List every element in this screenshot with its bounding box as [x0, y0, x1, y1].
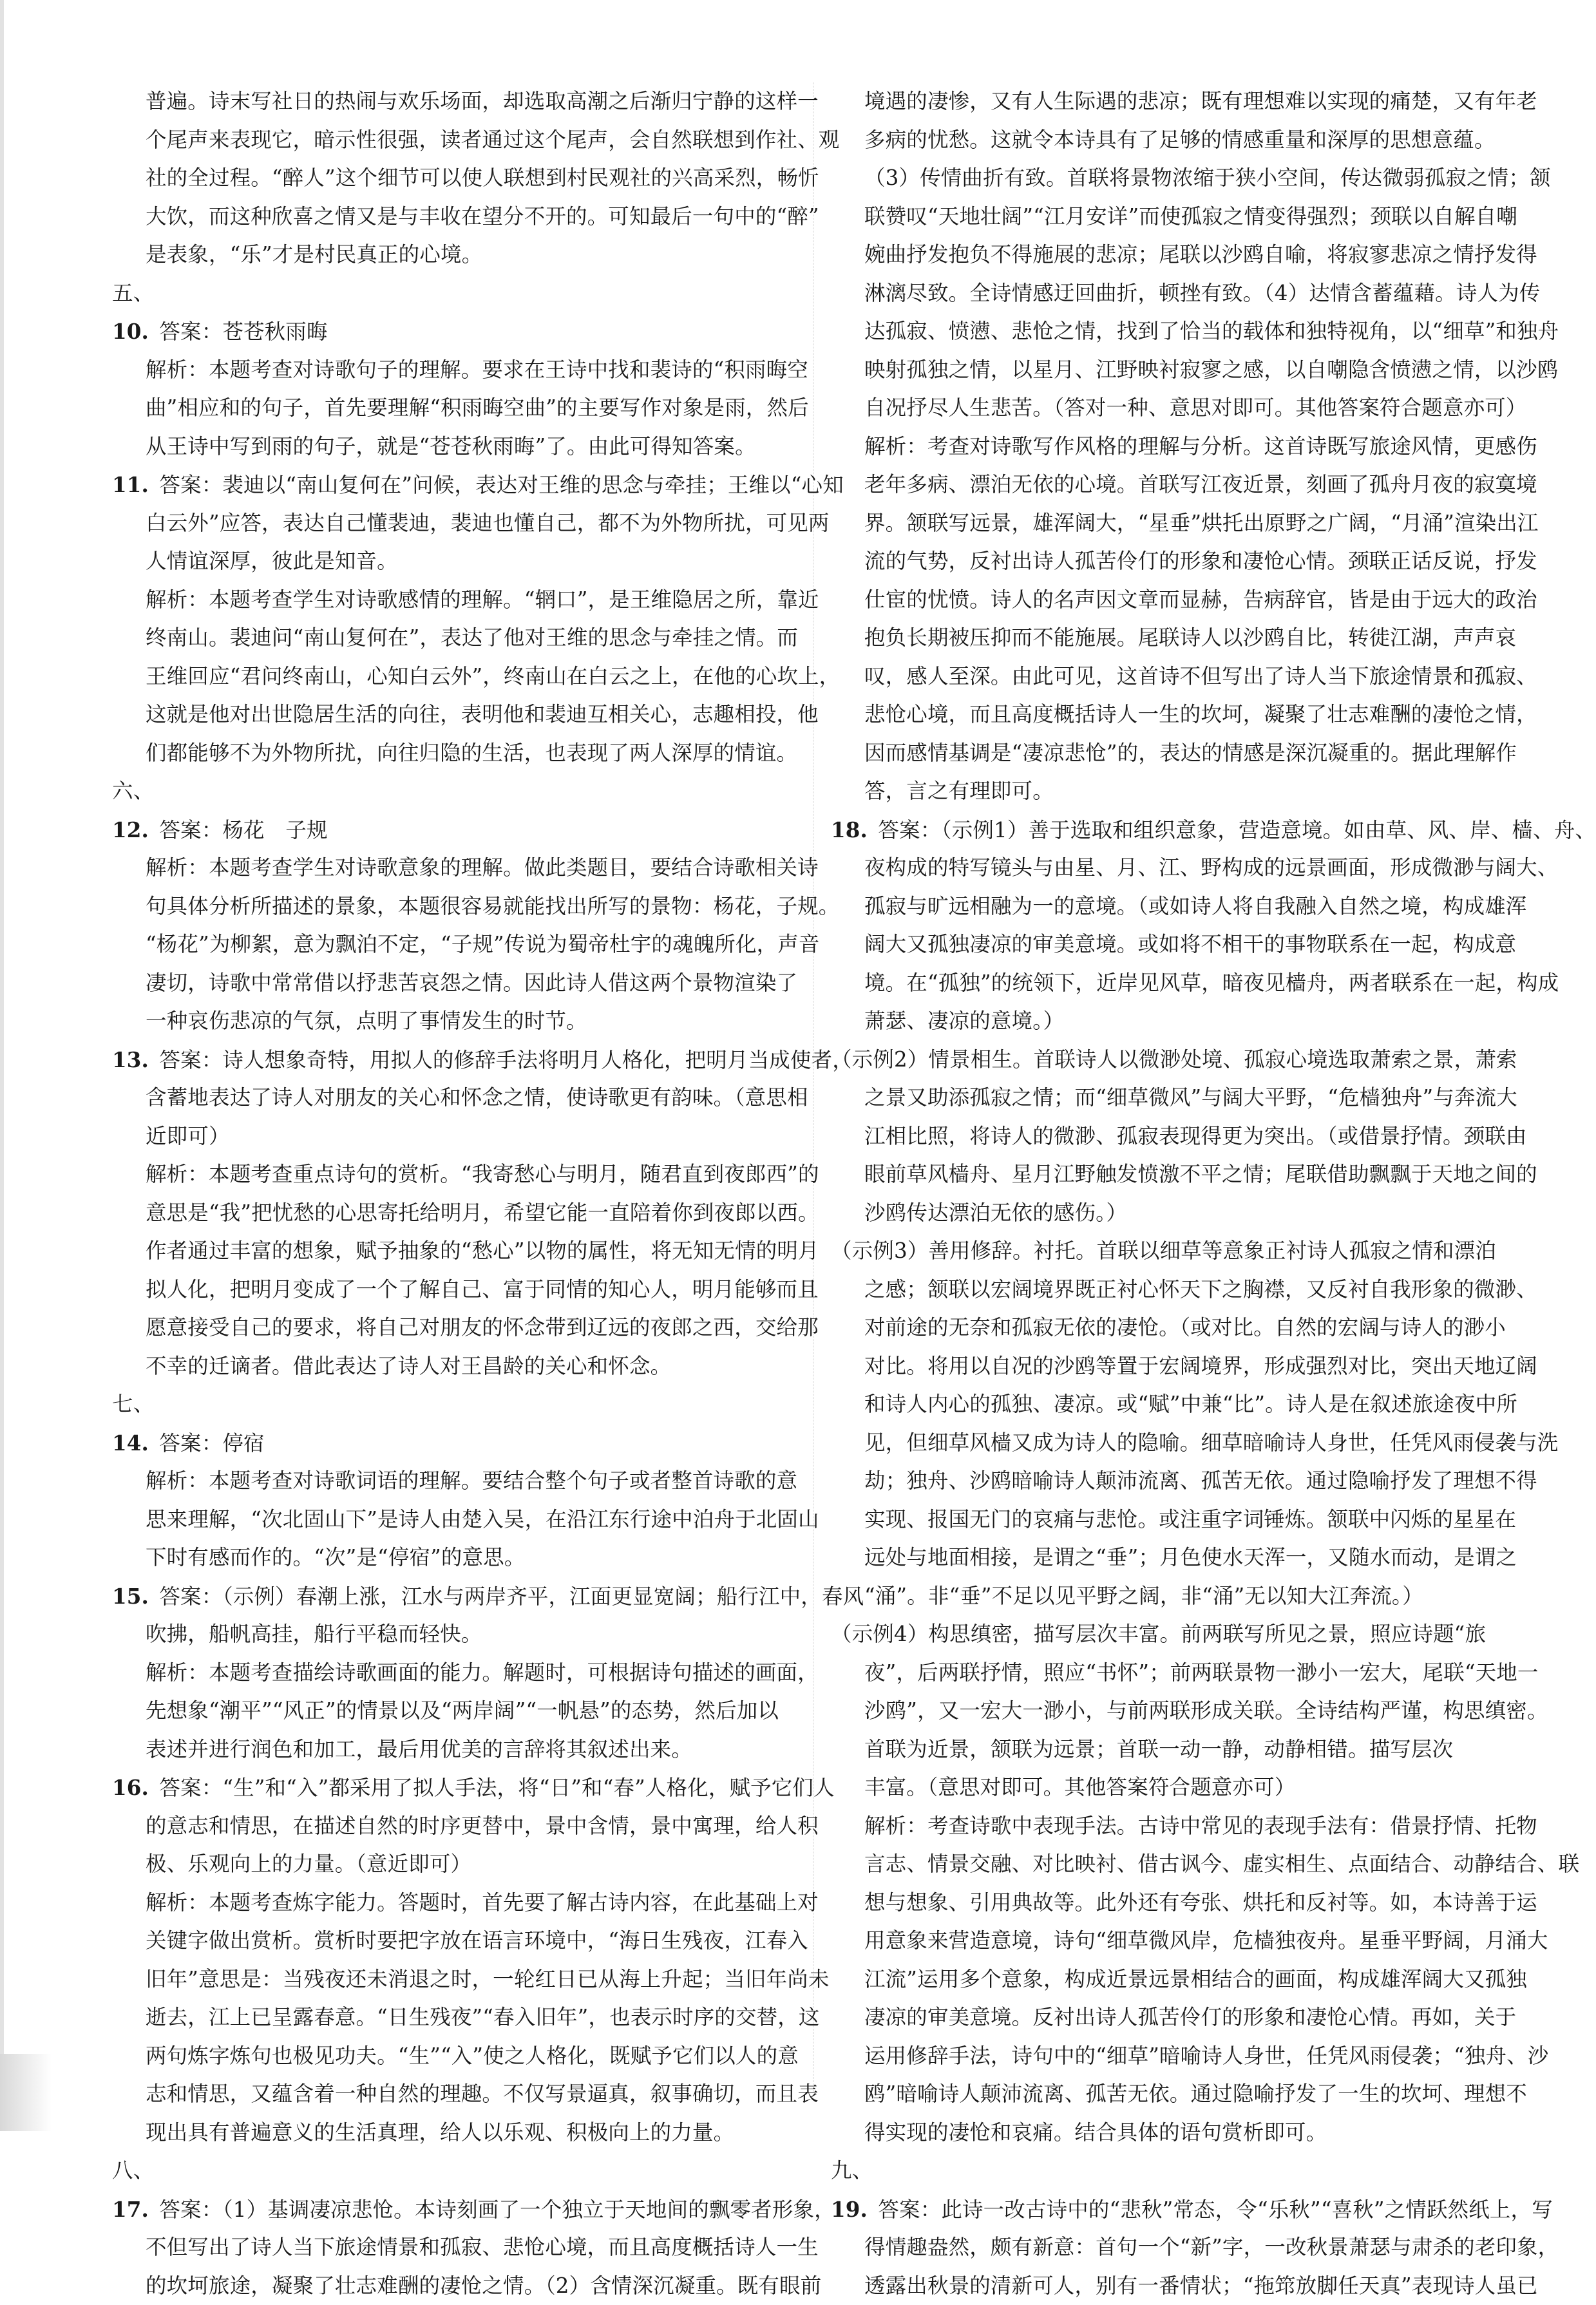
left-column [112, 82, 800, 2305]
line-text: 解析：本题考查重点诗句的赏析。“我寄愁心与明月，随君直到夜郎西”的 [146, 1162, 819, 1186]
question-number: 18. [831, 817, 868, 842]
line-text: （3）传情曲折有致。首联将景物浓缩于狭小空间，传达微弱孤寂之情；颔 [864, 166, 1551, 190]
text-line [831, 1654, 1491, 1693]
text-line [112, 198, 800, 236]
text-line [831, 772, 1491, 811]
line-text: 思来理解，“次北固山下”是诗人由楚入吴，在沿江东行途中泊舟于北固山 [146, 1507, 819, 1532]
text-line [112, 274, 800, 313]
line-text: 答案：（1）基调凄凉悲怆。本诗刻画了一个独立于天地间的飘零者形象， [159, 2197, 835, 2222]
text-line [112, 542, 800, 581]
line-text: 答案：苍苍秋雨晦 [159, 319, 327, 344]
line-text: 想与想象、引用典故等。此外还有夸张、烘托和反衬等。如，本诗善于运 [864, 1890, 1537, 1915]
text-line [112, 1271, 800, 1309]
text-line [831, 619, 1491, 658]
line-text: 老年多病、漂泊无依的心境。首联写江夜近景，刻画了孤舟月夜的寂寞境 [864, 472, 1537, 497]
text-line [831, 2075, 1491, 2114]
question-number: 11. [112, 472, 149, 497]
line-text: 沙鸥”，又一宏大一渺小，与前两联形成关联。全诗结构严谨，构思缜密。 [864, 1698, 1548, 1723]
line-text: 普遍。诗末写社日的热闹与欢乐场面，却选取高潮之后渐归宁静的这样一 [146, 89, 819, 113]
line-text: 仕宦的忧愤。诗人的名声因文章而显赫，告病辞官，皆是由于远大的政治 [864, 587, 1537, 612]
line-text: 六、 [112, 779, 154, 803]
line-text: 凄凉的审美意境。反衬出诗人孤苦伶仃的形象和凄怆心情。再如，关于 [864, 2005, 1516, 2029]
line-text: 答案：（示例）春潮上涨，江水与两岸齐平，江面更显宽阔；船行江中，春风 [159, 1584, 864, 1609]
question-number: 13. [112, 1047, 149, 1072]
text-line [112, 1232, 800, 1271]
line-text: 白云外”应答，表达自己懂裴迪，裴迪也懂自己，都不为外物所扰，可见两 [146, 511, 830, 535]
line-text: 个尾声来表现它，暗示性很强，读者通过这个尾声，会自然联想到作社、观 [146, 128, 839, 152]
question-answer-line [112, 466, 800, 504]
line-text: 答案：（示例1）善于选取和组织意象，营造意境。如由草、风、岸、樯、舟、 [878, 818, 1596, 842]
text-line [831, 1002, 1491, 1041]
text-line [831, 274, 1491, 313]
question-number: 19. [831, 2197, 868, 2222]
text-line [831, 1769, 1491, 1807]
text-line [112, 1194, 800, 1233]
text-line [831, 1577, 1491, 1616]
line-text: 句具体分析所描述的景象，本题很容易就能找出所写的景物：杨花，子规。 [146, 894, 839, 918]
line-text: 表述并进行润色和加工，最后用优美的言辞将其叙述出来。 [146, 1737, 692, 1761]
line-text: 抱负长期被压抑而不能施展。尾联诗人以沙鸥自比，转徙江湖，声声哀 [864, 625, 1516, 650]
line-text: （示例2）情景相生。首联诗人以微渺处境、孤寂心境选取萧索之景，萧索 [831, 1047, 1517, 1072]
text-line [112, 2037, 800, 2076]
question-answer-line [112, 1577, 800, 1616]
question-number: 16. [112, 1775, 149, 1800]
text-line [112, 236, 800, 274]
scan-left-edge [0, 0, 4, 2131]
line-text: 解析：考查诗歌中表现手法。古诗中常见的表现手法有：借景抒情、托物 [864, 1814, 1537, 1838]
line-text: 从王诗中写到雨的句子，就是“苍苍秋雨晦”了。由此可得知答案。 [146, 434, 756, 459]
line-text: 近即可） [146, 1124, 230, 1148]
question-answer-line [831, 811, 1491, 849]
text-line [831, 1347, 1491, 1386]
line-text: 解析：本题考查学生对诗歌意象的理解。做此类题目，要结合诗歌相关诗 [146, 855, 819, 880]
line-text: 解析：考查对诗歌写作风格的理解与分析。这首诗既写旅途风情，更感伤 [864, 434, 1537, 459]
line-text: （示例3）善用修辞。衬托。首联以细草等意象正衬诗人孤寂之情和漂泊 [831, 1238, 1496, 1263]
question-number: 17. [112, 2197, 149, 2222]
question-answer-line [112, 1769, 800, 1807]
line-text: 婉曲抒发抱负不得施展的悲凉；尾联以沙鸥自喻，将寂寥悲凉之情抒发得 [864, 242, 1537, 267]
line-text: 解析：本题考查对诗歌句子的理解。要求在王诗中找和裴诗的“积雨晦空 [146, 357, 808, 382]
text-line [831, 1079, 1491, 1117]
text-line [831, 1155, 1491, 1194]
line-text: 界。颔联写远景，雄浑阔大，“星垂”烘托出原野之广阔，“月涌”渲染出江 [864, 511, 1539, 535]
line-text: 解析：本题考查炼字能力。答题时，首先要了解古诗内容，在此基础上对 [146, 1890, 819, 1915]
line-text: 映射孤独之情，以星月、江野映衬寂寥之感，以自嘲隐含愤懑之情，以沙鸥 [864, 357, 1558, 382]
text-line [112, 658, 800, 696]
line-text: 九、 [831, 2158, 873, 2183]
text-line [831, 1117, 1491, 1156]
text-line [831, 1424, 1491, 1463]
right-column [831, 82, 1491, 2305]
text-line [831, 2037, 1491, 2076]
question-number: 15. [112, 1584, 149, 1609]
text-line [112, 1654, 800, 1693]
line-text: “涌”。非“垂”不足以见平野之阔，非“涌”无以知大江奔流。） [864, 1584, 1423, 1608]
line-text: 对前途的无奈和孤寂无依的凄怆。（或对比。自然的宏阔与诗人的渺小 [864, 1315, 1506, 1340]
text-line [112, 1884, 800, 1922]
line-text: 七、 [112, 1392, 154, 1416]
line-text: 逝去，江上已呈露春意。“日生残夜”“春入旧年”，也表示时序的交替，这 [146, 2005, 820, 2029]
text-line [112, 1462, 800, 1501]
question-answer-line [112, 1424, 800, 1463]
line-text: 五、 [112, 281, 154, 305]
line-text: 鸥”暗喻诗人颠沛流离、孤苦无依。通过隐喻抒发了一生的坎坷、理想不 [864, 2082, 1527, 2106]
line-text: 答案：此诗一改古诗中的“悲秋”常态，令“乐秋”“喜秋”之情跃然纸上，写 [878, 2197, 1552, 2222]
line-text: 江相比照，将诗人的微渺、孤寂表现得更为突出。（或借景抒情。颈联由 [864, 1124, 1527, 1148]
line-text: 含蓄地表达了诗人对朋友的关心和怀念之情，使诗歌更有韵味。（意思相 [146, 1085, 808, 1110]
line-text: 实现、报国无门的哀痛与悲怆。或注重字词锤炼。颔联中闪烁的星星在 [864, 1507, 1516, 1532]
line-text: 得情趣盎然，颇有新意：首句一个“新”字，一改秋景萧瑟与肃杀的老印象， [864, 2235, 1559, 2259]
line-text: 不但写出了诗人当下旅途情景和孤寂、悲怆心境，而且高度概括诗人一生 [146, 2235, 819, 2259]
text-line [112, 581, 800, 620]
line-text: 境遇的凄惨，又有人生际遇的悲凉；既有理想难以实现的痛楚，又有年老 [864, 89, 1537, 113]
text-line [112, 1385, 800, 1424]
text-line [831, 925, 1491, 964]
text-line [831, 312, 1491, 351]
line-text: 悲怆心境，而且高度概括诗人一生的坎坷，凝聚了壮志难酬的凄怆之情， [864, 702, 1537, 726]
line-text: 江流”运用多个意象，构成近景远景相结合的画面，构成雄浑阔大又孤独 [864, 1967, 1527, 1991]
text-line [112, 1309, 800, 1347]
line-text: 大饮，而这种欣喜之情又是与丰收在望分不开的。可知最后一句中的“醉” [146, 204, 819, 229]
line-text: 眼前草风樯舟、星月江野触发愤激不平之情；尾联借助飘飘于天地之间的 [864, 1162, 1537, 1186]
line-text: 作者通过丰富的想象，赋予抽象的“愁心”以物的属性，将无知无情的明月 [146, 1238, 819, 1263]
text-line [831, 1385, 1491, 1424]
line-text: 对比。将用以自况的沙鸥等置于宏阔境界，形成强烈对比，突出天地辽阔 [864, 1354, 1537, 1378]
text-line [112, 351, 800, 390]
text-line [831, 887, 1491, 926]
line-text: 社的全过程。“醉人”这个细节可以使人联想到村民观社的兴高采烈，畅忻 [146, 166, 819, 190]
line-text: 首联为近景，颔联为远景；首联一动一静，动静相错。描写层次 [864, 1737, 1453, 1761]
text-line [112, 772, 800, 811]
line-text: 劫；独舟、沙鸥暗喻诗人颠沛流离、孤苦无依。通过隐喻抒发了理想不得 [864, 1468, 1537, 1493]
line-text: 夜构成的特写镜头与由星、月、江、野构成的远景画面，形成微渺与阔大、 [864, 855, 1558, 880]
line-text: 的坎坷旅途，凝聚了壮志难酬的凄怆之情。（2）含情深沉凝重。既有眼前 [146, 2273, 821, 2298]
text-line [831, 1539, 1491, 1577]
line-text: 意思是“我”把忧愁的心思寄托给明月，希望它能一直陪着你到夜郎以西。 [146, 1200, 819, 1225]
line-text: 夜”，后两联抒情，照应“书怀”；前两联景物一渺小一宏大，尾联“天地一 [864, 1660, 1539, 1685]
line-text: 关键字做出赏析。赏析时要把字放在语言环境中，“海日生残夜，江春入 [146, 1928, 808, 1953]
scan-bottom-shadow [0, 2054, 52, 2131]
text-line [112, 1998, 800, 2037]
text-line [112, 1155, 800, 1194]
question-number: 12. [112, 817, 149, 842]
text-line [831, 1998, 1491, 2037]
line-text: 旧年”意思是：当残夜还未消退之时，一轮红日已从海上升起；当旧年尚未 [146, 1967, 830, 1991]
text-line [112, 2114, 800, 2152]
line-text: 言志、情景交融、对比映衬、借古讽今、虚实相生、点面结合、动静结合、联 [864, 1852, 1579, 1876]
line-text: “杨花”为柳絮，意为飘泊不定，“子规”传说为蜀帝杜宇的魂魄所化，声音 [146, 932, 820, 956]
line-text: 得实现的凄怆和哀痛。结合具体的语句赏析即可。 [864, 2120, 1327, 2145]
text-line [831, 428, 1491, 466]
line-text: 吹拂，船帆高挂，船行平稳而轻快。 [146, 1622, 482, 1646]
line-text: 达孤寂、愤懑、悲怆之情，找到了恰当的载体和独特视角，以“细草”和独舟 [864, 319, 1559, 343]
text-line [112, 1807, 800, 1846]
text-line [112, 1117, 800, 1156]
text-line [112, 1960, 800, 1999]
line-text: 运用修辞手法，诗句中的“细草”暗喻诗人身世，任凭风雨侵袭；“独舟、沙 [864, 2044, 1548, 2068]
line-text: 们都能够不为外物所扰，向往归隐的生活，也表现了两人深厚的情谊。 [146, 741, 797, 765]
text-line [112, 1615, 800, 1654]
text-line [112, 2267, 800, 2305]
text-line [112, 1539, 800, 1577]
text-line [831, 658, 1491, 696]
text-line [831, 1960, 1491, 1999]
text-line [831, 1271, 1491, 1309]
text-line [831, 1462, 1491, 1501]
line-text: 丰富。（意思对即可。其他答案符合题意亦可） [864, 1775, 1295, 1799]
text-line [831, 236, 1491, 274]
text-line [831, 696, 1491, 734]
text-line [831, 734, 1491, 773]
line-text: 多病的忧愁。这就令本诗具有了足够的情感重量和深厚的思想意蕴。 [864, 128, 1496, 152]
text-line [112, 82, 800, 121]
line-text: 先想象“潮平”“风正”的情景以及“两岸阔”“一帆悬”的态势，然后加以 [146, 1698, 779, 1723]
line-text: 愿意接受自己的要求，将自己对朋友的怀念带到辽远的夜郎之西，交给那 [146, 1315, 819, 1340]
text-line [831, 2228, 1491, 2267]
text-line [112, 849, 800, 887]
line-text: 是表象，“乐”才是村民真正的心境。 [146, 242, 482, 267]
question-number: 14. [112, 1430, 149, 1456]
line-text: 答案：“生”和“入”都采用了拟人手法，将“日”和“春”人格化，赋予它们人 [159, 1776, 834, 1800]
line-text: 拟人化，把明月变成了一个了解自己、富于同情的知心人，明月能够而且 [146, 1277, 819, 1302]
line-text: 解析：本题考查学生对诗歌感情的理解。“辋口”，是王维隐居之所，靠近 [146, 587, 819, 612]
line-text: 流的气势，反衬出诗人孤苦伶仃的形象和凄怆心情。颈联正话反说，抒发 [864, 549, 1537, 573]
text-line [112, 1845, 800, 1884]
text-line [831, 389, 1491, 428]
line-text: 透露出秋景的清新可人，别有一番情状；“拖筇放脚任天真”表现诗人虽已 [864, 2273, 1538, 2298]
line-text: 之感；颔联以宏阔境界既正衬心怀天下之胸襟，又反衬自我形象的微渺、 [864, 1277, 1537, 1302]
text-line [831, 1501, 1491, 1539]
line-text: （示例4）构思缜密，描写层次丰富。前两联写所见之景，照应诗题“旅 [831, 1622, 1486, 1646]
text-line [831, 198, 1491, 236]
question-answer-line [112, 312, 800, 351]
line-text: 之景又助添孤寂之情；而“细草微风”与阔大平野，“危樯独舟”与奔流大 [864, 1085, 1517, 1110]
text-line [831, 849, 1491, 887]
line-text: 凄切，诗歌中常常借以抒悲苦哀怨之情。因此诗人借这两个景物渲染了 [146, 971, 797, 995]
text-line [831, 1731, 1491, 1769]
text-line [831, 466, 1491, 504]
line-text: 因而感情基调是“凄凉悲怆”的，表达的情感是深沉凝重的。据此理解作 [864, 741, 1517, 765]
line-text: 不幸的迁谪者。借此表达了诗人对王昌龄的关心和怀念。 [146, 1354, 671, 1378]
text-line [112, 2228, 800, 2267]
text-line [831, 1041, 1491, 1079]
text-line [831, 1194, 1491, 1233]
text-line [831, 1922, 1491, 1960]
text-line [831, 504, 1491, 543]
line-text: 解析：本题考查对诗歌词语的理解。要结合整个句子或者整首诗歌的意 [146, 1468, 797, 1493]
text-line [831, 1807, 1491, 1846]
line-text: 八、 [112, 2158, 154, 2183]
text-line [112, 1692, 800, 1731]
line-text: 远处与地面相接，是谓之“垂”；月色使水天浑一，又随水而动，是谓之 [864, 1545, 1517, 1570]
question-answer-line [112, 2190, 800, 2229]
text-line [831, 2152, 1491, 2190]
text-line [112, 887, 800, 926]
line-text: 这就是他对出世隐居生活的向往，表明他和裴迪互相关心，志趣相投，他 [146, 702, 819, 726]
line-text: 萧瑟、凄凉的意境。） [864, 1009, 1064, 1033]
text-line [831, 1692, 1491, 1731]
text-line [112, 428, 800, 466]
text-line [112, 1731, 800, 1769]
text-line [112, 389, 800, 428]
line-text: 极、乐观向上的力量。（意近即可） [146, 1852, 471, 1876]
text-line [112, 159, 800, 198]
line-text: 解析：本题考查描绘诗歌画面的能力。解题时，可根据诗句描述的画面， [146, 1660, 819, 1685]
text-line [112, 734, 800, 773]
text-line [831, 159, 1491, 198]
text-line [112, 1079, 800, 1117]
line-text: 答案：停宿 [159, 1431, 264, 1456]
line-text: 的意志和情思，在描述自然的时序更替中，景中含情，景中寓理，给人积 [146, 1814, 819, 1838]
text-line [112, 2152, 800, 2190]
line-text: 沙鸥传达漂泊无依的感伤。） [864, 1200, 1127, 1225]
line-text: 志和情思，又蕴含着一种自然的理趣。不仅写景逼真，叙事确切，而且表 [146, 2082, 819, 2106]
line-text: 终南山。裴迪问“南山复何在”，表达了他对王维的思念与牵挂之情。而 [146, 625, 798, 650]
line-text: 用意象来营造意境，诗句“细草微风岸，危樯独夜舟。星垂平野阔，月涌大 [864, 1928, 1548, 1953]
question-answer-line [112, 811, 800, 849]
text-line [831, 542, 1491, 581]
text-line [831, 964, 1491, 1003]
line-text: 阔大又孤独凄凉的审美意境。或如将不相干的事物联系在一起，构成意 [864, 932, 1516, 956]
text-line [112, 1347, 800, 1386]
text-line [112, 925, 800, 964]
line-text: 和诗人内心的孤独、凄凉。或“赋”中兼“比”。诗人是在叙述旅途夜中所 [864, 1392, 1517, 1416]
line-text: 淋漓尽致。全诗情感迂回曲折，顿挫有致。（4）达情含蓄蕴藉。诗人为传 [864, 281, 1540, 305]
question-number: 10. [112, 319, 149, 344]
line-text: 叹，感人至深。由此可见，这首诗不但写出了诗人当下旅途情景和孤寂、 [864, 664, 1537, 688]
question-answer-line [112, 1041, 800, 1079]
line-text: 答，言之有理即可。 [864, 779, 1054, 803]
line-text: 答案：杨花 子规 [159, 818, 327, 842]
text-line [112, 1922, 800, 1960]
line-text: 王维回应“君问终南山，心知白云外”，终南山在白云之上，在他的心坎上， [146, 664, 840, 688]
text-line [112, 121, 800, 160]
text-line [831, 1615, 1491, 1654]
text-line [831, 1232, 1491, 1271]
text-line [831, 2267, 1491, 2305]
text-line [112, 1002, 800, 1041]
text-line [112, 964, 800, 1003]
line-text: 联赞叹“天地壮阔”“江月安详”而使孤寂之情变得强烈；颈联以自解自嘲 [864, 204, 1517, 229]
text-line [831, 82, 1491, 121]
line-text: 一种哀伤悲凉的气氛，点明了事情发生的时节。 [146, 1009, 587, 1033]
line-text: 现出具有普遍意义的生活真理，给人以乐观、积极向上的力量。 [146, 2120, 734, 2145]
line-text: 人情谊深厚，彼此是知音。 [146, 549, 398, 573]
line-text: 下时有感而作的。“次”是“停宿”的意思。 [146, 1545, 525, 1570]
line-text: 境。在“孤独”的统领下，近岸见风草，暗夜见樯舟，两者联系在一起，构成 [864, 971, 1559, 995]
text-line [112, 619, 800, 658]
text-line [112, 504, 800, 543]
text-line [831, 1845, 1491, 1884]
text-line [831, 581, 1491, 620]
text-line [112, 2075, 800, 2114]
text-line [831, 351, 1491, 390]
text-line [831, 121, 1491, 160]
text-line [831, 1309, 1491, 1347]
line-text: 答案：诗人想象奇特，用拟人的修辞手法将明月人格化，把明月当成使者， [159, 1048, 853, 1072]
line-text: 孤寂与旷远相融为一的意境。（或如诗人将自我融入自然之境，构成雄浑 [864, 894, 1527, 918]
line-text: 见，但细草风樯又成为诗人的隐喻。细草暗喻诗人身世，任凭风雨侵袭与洗 [864, 1430, 1558, 1455]
question-answer-line [831, 2190, 1491, 2229]
text-line [112, 1501, 800, 1539]
line-text: 答案：裴迪以“南山复何在”问候，表达对王维的思念与牵挂；王维以“心知 [159, 473, 843, 497]
line-text: 自况抒尽人生悲苦。（答对一种、意思对即可。其他答案符合题意亦可） [864, 395, 1527, 420]
line-text: 两句炼字炼句也极见功夫。“生”“入”使之人格化，既赋予它们以人的意 [146, 2044, 799, 2068]
text-line [831, 2114, 1491, 2152]
line-text: 曲”相应和的句子，首先要理解“积雨晦空曲”的主要写作对象是雨，然后 [146, 395, 809, 420]
text-line [831, 1884, 1491, 1922]
text-line [112, 696, 800, 734]
